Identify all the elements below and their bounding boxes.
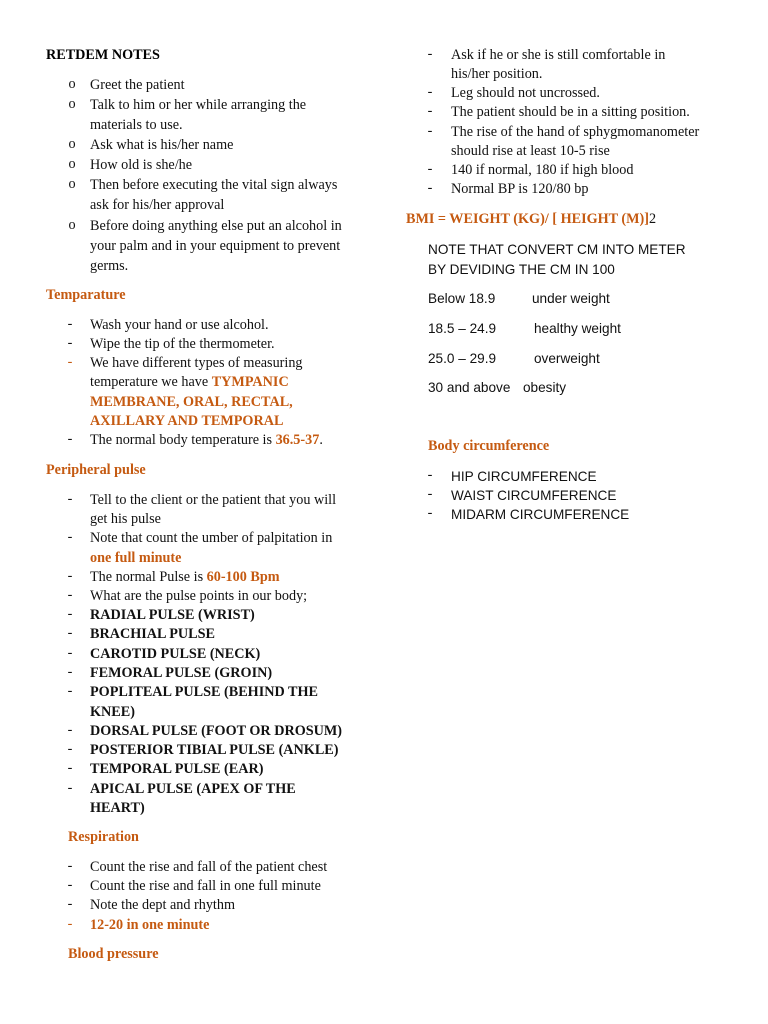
- bmi-range: 18.5 – 24.9: [428, 321, 497, 336]
- pulse-point: KNEE): [90, 704, 135, 720]
- list-item: WAIST CIRCUMFERENCE: [451, 488, 617, 503]
- list-item: [90, 373, 289, 392]
- pulse-point: HEART): [90, 800, 145, 816]
- list-item: Note that count the umber of palpitation in: [90, 530, 333, 546]
- pulse-point: DORSAL PULSE (FOOT OR DROSUM): [90, 723, 342, 739]
- section-heading-body-circumference: Body circumference: [428, 438, 550, 454]
- section-heading-pulse: Peripheral pulse: [46, 462, 146, 478]
- text-span: The normal Pulse is: [90, 569, 207, 585]
- list-item: What are the pulse points in our body;: [90, 588, 308, 604]
- bullet-dash: -: [67, 858, 73, 874]
- list-item: The rise of the hand of sphygmomanometer: [451, 124, 700, 140]
- section-heading-respiration: Respiration: [68, 829, 139, 845]
- list-item: 140 if normal, 180 if high blood: [451, 162, 634, 178]
- bmi-label: under weight: [532, 291, 610, 306]
- bmi-note-line-1: NOTE THAT CONVERT CM INTO METER: [428, 242, 686, 257]
- bmi-label: obesity: [523, 380, 567, 395]
- bullet-dash: -: [67, 896, 73, 912]
- bullet-dash: -: [427, 467, 433, 483]
- list-item: materials to use.: [90, 117, 183, 133]
- list-item: Leg should not uncrossed.: [451, 85, 600, 101]
- bullet-dash: -: [427, 84, 433, 100]
- highlight-text: 12-20 in one minute: [90, 917, 210, 933]
- section-heading-temperature: Temparature: [46, 287, 126, 303]
- bmi-label: overweight: [534, 351, 600, 366]
- list-item: Greet the patient: [90, 77, 185, 93]
- bullet-dash: -: [67, 587, 73, 603]
- bullet-dash: -: [67, 722, 73, 738]
- text-span: The normal body temperature is: [90, 432, 276, 448]
- list-item: Tell to the client or the patient that you will: [90, 492, 337, 508]
- bullet-dash: -: [67, 606, 73, 622]
- list-item: How old is she/he: [90, 157, 193, 173]
- bullet-dash: -: [67, 741, 73, 757]
- bullet-dash: -: [427, 486, 433, 502]
- bullet-circle: o: [68, 96, 76, 112]
- pulse-point: CAROTID PULSE (NECK): [90, 646, 261, 662]
- list-item: Note the dept and rhythm: [90, 897, 235, 913]
- list-item: Wash your hand or use alcohol.: [90, 317, 269, 333]
- page-title: RETDEM NOTES: [46, 47, 160, 63]
- list-item: Count the rise and fall in one full minute: [90, 878, 321, 894]
- bullet-circle: o: [68, 76, 76, 92]
- pulse-point: RADIAL PULSE (WRIST): [90, 607, 255, 623]
- list-item: The patient should be in a sitting position.: [451, 104, 690, 120]
- bullet-dash: -: [427, 46, 433, 62]
- bullet-circle: o: [68, 136, 76, 152]
- list-item: Ask what is his/her name: [90, 137, 234, 153]
- list-item: [90, 568, 280, 587]
- bullet-dash: -: [67, 664, 73, 680]
- bmi-heading: BMI = WEIGHT (KG)/ [ HEIGHT (M)]: [406, 211, 649, 227]
- bullet-dash: -: [67, 760, 73, 776]
- list-item: get his pulse: [90, 511, 161, 527]
- bullet-dash: -: [67, 645, 73, 661]
- bullet-dash: -: [67, 431, 73, 447]
- list-item: Then before executing the vital sign always: [90, 177, 338, 193]
- bullet-dash: -: [427, 505, 433, 521]
- bmi-label: healthy weight: [534, 321, 621, 336]
- bmi-note-line-2: BY DEVIDING THE CM IN 100: [428, 262, 615, 277]
- bullet-dash: -: [427, 180, 433, 196]
- pulse-point: TEMPORAL PULSE (EAR): [90, 761, 264, 777]
- list-item: Before doing anything else put an alcohol in: [90, 218, 342, 234]
- highlight-text: 60-100 Bpm: [206, 569, 280, 585]
- highlight-text: MEMBRANE, ORAL, RECTAL,: [90, 394, 293, 410]
- list-item: [90, 431, 323, 450]
- pulse-point: APICAL PULSE (APEX OF THE: [90, 781, 296, 797]
- text-span: .: [319, 432, 323, 448]
- bullet-dash: -: [67, 491, 73, 507]
- list-item: HIP CIRCUMFERENCE: [451, 469, 597, 484]
- list-item: Talk to him or her while arranging the: [90, 97, 307, 113]
- text-span: temperature we have: [90, 374, 212, 390]
- bullet-dash: -: [427, 103, 433, 119]
- bullet-dash: -: [427, 123, 433, 139]
- list-item: should rise at least 10-5 rise: [451, 143, 610, 159]
- bullet-circle: o: [68, 217, 76, 233]
- bullet-dash: -: [67, 877, 73, 893]
- list-item: Ask if he or she is still comfortable in: [451, 47, 666, 63]
- pulse-point: POSTERIOR TIBIAL PULSE (ANKLE): [90, 742, 339, 758]
- bmi-range: Below 18.9: [428, 291, 496, 306]
- bullet-circle: o: [68, 176, 76, 192]
- list-item: his/her position.: [451, 66, 543, 82]
- bullet-dash: -: [67, 529, 73, 545]
- bullet-dash: -: [67, 568, 73, 584]
- bullet-dash: -: [67, 354, 73, 370]
- bullet-dash: -: [67, 916, 73, 932]
- highlight-text: AXILLARY AND TEMPORAL: [90, 413, 284, 429]
- highlight-text: TYMPANIC: [211, 374, 289, 390]
- bullet-dash: -: [427, 161, 433, 177]
- list-item: Normal BP is 120/80 bp: [451, 181, 589, 197]
- pulse-point: FEMORAL PULSE (GROIN): [90, 665, 273, 681]
- list-item: germs.: [90, 258, 129, 274]
- section-heading-blood-pressure: Blood pressure: [68, 946, 159, 962]
- bullet-dash: -: [67, 316, 73, 332]
- bmi-range: 25.0 – 29.9: [428, 351, 497, 366]
- highlight-text: one full minute: [90, 550, 182, 566]
- list-item: We have different types of measuring: [90, 355, 303, 371]
- pulse-point: POPLITEAL PULSE (BEHIND THE: [90, 684, 318, 700]
- list-item: MIDARM CIRCUMFERENCE: [451, 507, 630, 522]
- list-item: your palm and in your equipment to prevent: [90, 238, 341, 254]
- bullet-dash: -: [67, 683, 73, 699]
- bullet-circle: o: [68, 156, 76, 172]
- bullet-dash: -: [67, 335, 73, 351]
- bullet-dash: -: [67, 625, 73, 641]
- bmi-exponent: 2: [648, 211, 657, 227]
- pulse-point: BRACHIAL PULSE: [90, 626, 215, 642]
- list-item: Wipe the tip of the thermometer.: [90, 336, 275, 352]
- list-item: Count the rise and fall of the patient chest: [90, 859, 328, 875]
- bmi-range: 30 and above: [428, 380, 511, 395]
- highlight-text: 36.5-37: [275, 432, 320, 448]
- list-item: ask for his/her approval: [90, 197, 225, 213]
- bullet-dash: -: [67, 780, 73, 796]
- bmi-formula: [406, 210, 656, 229]
